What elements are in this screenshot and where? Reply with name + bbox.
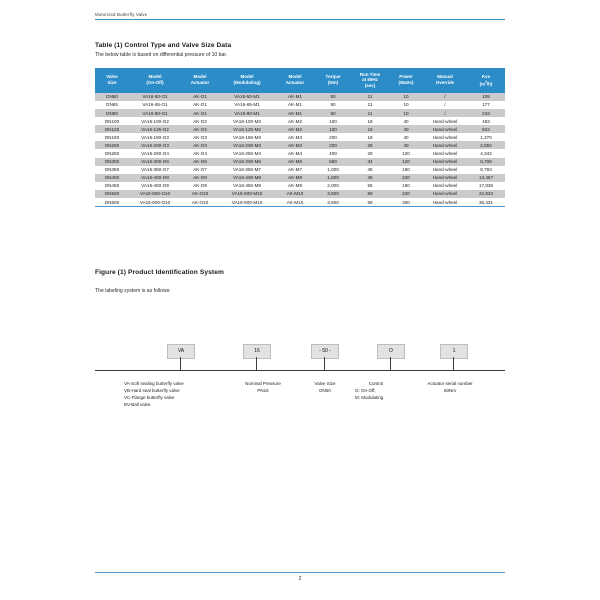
table-cell: 28 [351, 149, 389, 157]
table-cell: AK-O1 [181, 109, 219, 117]
legend-control-line2: O: On-Off, [355, 387, 376, 393]
legend-valve-type-line2: VB-Hard seal butterfly valve [124, 387, 180, 393]
table-cell: AK-M3 [275, 141, 315, 149]
table-cell: DN450 [95, 182, 129, 190]
table-row [95, 149, 505, 157]
table-cell: VA16-450-M9 [219, 182, 275, 190]
table-cell: VA16-65-O1 [129, 101, 181, 109]
table-cell: 13,467 [467, 174, 505, 182]
table-cell: VA16-500-M10 [219, 190, 275, 198]
table-cell: 180 [389, 182, 423, 190]
legend-valve-type-line4: BV-Ball valve [124, 401, 151, 407]
header-rule [95, 19, 505, 20]
table-cell: 11 [351, 93, 389, 101]
table-cell: AK-M9 [275, 182, 315, 190]
table-cell: DN125 [95, 125, 129, 133]
table-cell: AK-M1 [275, 109, 315, 117]
table-cell: 45 [351, 174, 389, 182]
table-cell: VA16-600-M10 [219, 198, 275, 206]
table-row [95, 101, 505, 109]
table-cell: AK-O1 [181, 93, 219, 101]
table-cell: 100 [315, 117, 351, 125]
table-cell: AK-M2 [275, 117, 315, 125]
figure-section-subtitle: The labeling system is as follows: [95, 288, 171, 294]
table-cell: 18 [351, 117, 389, 125]
table-cell: AK-M2 [275, 125, 315, 133]
table-cell: 220 [389, 174, 423, 182]
valve-size-table [95, 68, 505, 206]
table-cell: / [423, 109, 467, 117]
table-row [95, 198, 505, 206]
table-cell: VA16-250-O4 [129, 149, 181, 157]
valve-size-table-wrapper [95, 68, 505, 207]
figure-section-title: Figure (1) Product Identification System [95, 269, 224, 276]
table-cell: DN300 [95, 158, 129, 166]
diagram-tag-serial: 1 [440, 344, 468, 359]
table-cell: VA16-150-O3 [129, 133, 181, 141]
table-cell: AK-O3 [181, 141, 219, 149]
page-footer [95, 572, 505, 582]
table-cell: 17,836 [467, 182, 505, 190]
table-header-cell: Kvs $(m^3/h)$ [467, 68, 505, 93]
table-cell: Hand-wheel [423, 174, 467, 182]
table-cell: 1,000 [315, 166, 351, 174]
table-row [95, 166, 505, 174]
diagram-tag-valve-type: VA [167, 344, 195, 359]
table-cell: 58 [351, 190, 389, 198]
legend-pressure-line1: Nominal Pressure [245, 381, 281, 386]
table-cell: 50 [315, 101, 351, 109]
table-cell: 180 [389, 166, 423, 174]
running-header-title: Motorized Butterfly Valve [95, 12, 148, 17]
table-cell: DN500 [95, 190, 129, 198]
table-row [95, 190, 505, 198]
table-cell: DN350 [95, 166, 129, 174]
table-cell: 40 [389, 117, 423, 125]
table-row [95, 93, 505, 101]
table-cell: 10 [389, 93, 423, 101]
table-cell: VA16-65-M1 [219, 101, 275, 109]
table-header-cell: Model Actuator [181, 68, 219, 93]
table-header-cell: Torque (Nm) [315, 68, 351, 93]
diagram-leader-4 [390, 357, 391, 370]
table-cell: 28 [351, 141, 389, 149]
table-header-row [95, 68, 505, 93]
diagram-tag-valve-size: - 50 - [311, 344, 339, 359]
legend-control-line1: Control [368, 381, 384, 386]
table-cell: AK-M1 [275, 93, 315, 101]
table-cell: DN65 [95, 101, 129, 109]
table-cell: 300 [389, 198, 423, 206]
table-header-cell: Power (Watts) [389, 68, 423, 93]
table-cell: 100 [315, 125, 351, 133]
table-cell: 10 [389, 109, 423, 117]
table-row [95, 158, 505, 166]
legend-valve-size-line2: DN50 [319, 387, 331, 393]
table-cell: VA16-100-O2 [129, 117, 181, 125]
table-cell: VA16-80-M1 [219, 109, 275, 117]
table-cell: AK-M3 [275, 133, 315, 141]
table-cell: 483 [467, 117, 505, 125]
table-cell: AK-O2 [181, 117, 219, 125]
diagram-baseline [95, 370, 505, 371]
legend-pressure-line2: PN16 [257, 387, 269, 393]
table-row [95, 133, 505, 141]
table-row [95, 125, 505, 133]
table-cell: DN50 [95, 93, 129, 101]
table-cell: VA16-450-O9 [129, 182, 181, 190]
table-cell: 34 [351, 158, 389, 166]
identification-diagram [95, 322, 505, 378]
table-header-cell: Run Time at 60Hz (sec) [351, 68, 389, 93]
table-cell: / [423, 93, 467, 101]
table-cell: VA16-600-O10 [129, 198, 181, 206]
diagram-leader-2 [256, 357, 257, 370]
table-cell: 3,500 [315, 198, 351, 206]
legend-valve-type [124, 381, 184, 409]
diagram-tag-control: O [377, 344, 405, 359]
table-cell: AK-O9 [181, 182, 219, 190]
table-cell: 58 [351, 198, 389, 206]
table-header-cell: Model (Modulating) [219, 68, 275, 93]
table-cell: 50 [315, 109, 351, 117]
table-cell: AK-O4 [181, 149, 219, 157]
legend-valve-type-line3: VC-Flange butterfly valve [124, 394, 175, 400]
table-cell: 2,000 [315, 182, 351, 190]
table-cell: Hand-wheel [423, 125, 467, 133]
table-row [95, 109, 505, 117]
table-cell: / [423, 101, 467, 109]
table-header-cell: Model Actuator [275, 68, 315, 93]
table-cell: 18 [351, 125, 389, 133]
table-cell: 4,342 [467, 149, 505, 157]
legend-valve-type-line1: VA-Soft sealing butterfly valve [124, 381, 184, 386]
table-cell: AK-M6 [275, 158, 315, 166]
legend-serial-line1: Actuator serial number [427, 381, 473, 386]
table-cell: AK-O7 [181, 166, 219, 174]
table-cell: VA16-50-O1 [129, 93, 181, 101]
table-cell: VA16-400-M8 [219, 174, 275, 182]
legend-valve-size-line1: Valve Size [314, 381, 336, 386]
legend-nominal-pressure [228, 381, 298, 395]
table-cell: Hand-wheel [423, 149, 467, 157]
table-cell: 200 [315, 133, 351, 141]
table-cell: DN150 [95, 133, 129, 141]
table-cell: AK-M7 [275, 166, 315, 174]
table-cell: Hand-wheel [423, 158, 467, 166]
table-cell: 822 [467, 125, 505, 133]
legend-valve-size [300, 381, 350, 395]
table-cell: VA16-300-M6 [219, 158, 275, 166]
table-cell: VA16-100-M2 [219, 117, 275, 125]
table-cell: AK-O1 [181, 101, 219, 109]
table-section-subtitle: The below table is based on differential pressure of 10 bar. [95, 52, 228, 58]
table-cell: 50 [315, 93, 351, 101]
table-cell: Hand-wheel [423, 117, 467, 125]
table-bottom-rule [95, 206, 505, 207]
table-cell: 35,431 [467, 198, 505, 206]
table-cell: 243 [467, 109, 505, 117]
table-cell: 11 [351, 109, 389, 117]
table-cell: Hand-wheel [423, 166, 467, 174]
table-cell: 11 [351, 101, 389, 109]
legend-serial-line2: 50Nm [443, 387, 456, 393]
table-cell: 8,793 [467, 166, 505, 174]
table-row [95, 174, 505, 182]
table-body [95, 93, 505, 206]
table-cell: 109 [467, 93, 505, 101]
table-cell: AK-M4 [275, 149, 315, 157]
diagram-leader-5 [453, 357, 454, 370]
table-cell: 40 [389, 125, 423, 133]
footer-page-number: 2 [298, 576, 302, 583]
table-cell: Hand-wheel [423, 198, 467, 206]
table-cell: VA16-250-M4 [219, 149, 275, 157]
table-cell: 3,500 [315, 190, 351, 198]
table-section-title: Table (1) Control Type and Valve Size Data [95, 42, 232, 49]
legend-control-line3: M: Modulating [355, 394, 384, 400]
table-cell: VA16-200-M3 [219, 141, 275, 149]
table-cell: DN200 [95, 141, 129, 149]
table-cell: 22,933 [467, 190, 505, 198]
diagram-leader-1 [180, 357, 181, 370]
table-cell: 120 [389, 158, 423, 166]
table-cell: VA16-350-O7 [129, 166, 181, 174]
table-header [95, 68, 505, 93]
table-cell: 220 [389, 190, 423, 198]
table-cell: 400 [315, 149, 351, 157]
table-header-cell: Model (On-Off) [129, 68, 181, 93]
table-row [95, 117, 505, 125]
running-header [95, 12, 505, 20]
table-cell: 40 [389, 141, 423, 149]
table-cell: AK-M10 [275, 198, 315, 206]
table-row [95, 182, 505, 190]
table-cell: VA16-500-O10 [129, 190, 181, 198]
table-cell: VA16-80-O1 [129, 109, 181, 117]
table-cell: 1,500 [315, 174, 351, 182]
table-cell: AK-O8 [181, 174, 219, 182]
table-cell: AK-O3 [181, 133, 219, 141]
table-cell: VA16-50-M1 [219, 93, 275, 101]
legend-control [355, 381, 397, 402]
table-cell: 40 [389, 133, 423, 141]
table-cell: AK-M1 [275, 101, 315, 109]
table-cell: DN400 [95, 174, 129, 182]
table-cell: DN600 [95, 198, 129, 206]
table-row [95, 141, 505, 149]
table-cell: VA16-200-O3 [129, 141, 181, 149]
table-cell: DN250 [95, 149, 129, 157]
table-header-cell: Manual Override [423, 68, 467, 93]
table-cell: Hand-wheel [423, 190, 467, 198]
table-cell: VA16-400-O8 [129, 174, 181, 182]
table-cell: VA16-300-O6 [129, 158, 181, 166]
table-cell: 10 [389, 101, 423, 109]
table-cell: DN80 [95, 109, 129, 117]
table-cell: 56 [351, 182, 389, 190]
table-cell: VA16-125-O2 [129, 125, 181, 133]
table-cell: AK-O10 [181, 190, 219, 198]
table-cell: Hand-wheel [423, 133, 467, 141]
table-cell: AK-M8 [275, 174, 315, 182]
table-cell: 200 [315, 141, 351, 149]
table-cell: 120 [389, 149, 423, 157]
table-cell: VA16-125-M2 [219, 125, 275, 133]
table-cell: 18 [351, 133, 389, 141]
table-cell: Hand-wheel [423, 141, 467, 149]
table-cell: 45 [351, 166, 389, 174]
table-cell: 177 [467, 101, 505, 109]
table-cell: AK-M10 [275, 190, 315, 198]
table-cell: 650 [315, 158, 351, 166]
diagram-leader-3 [324, 357, 325, 370]
table-header-cell: Valve Size [95, 68, 129, 93]
table-cell: AK-O2 [181, 125, 219, 133]
legend-actuator-serial [405, 381, 495, 395]
table-cell: VA16-150-M3 [219, 133, 275, 141]
table-cell: DN100 [95, 117, 129, 125]
table-cell: 2,550 [467, 141, 505, 149]
table-cell: 1,270 [467, 133, 505, 141]
table-cell: AK-O10 [181, 198, 219, 206]
table-cell: 6,708 [467, 158, 505, 166]
table-cell: AK-O6 [181, 158, 219, 166]
diagram-tag-pressure: 16 [243, 344, 271, 359]
table-cell: VA16-350-M7 [219, 166, 275, 174]
table-cell: Hand-wheel [423, 182, 467, 190]
